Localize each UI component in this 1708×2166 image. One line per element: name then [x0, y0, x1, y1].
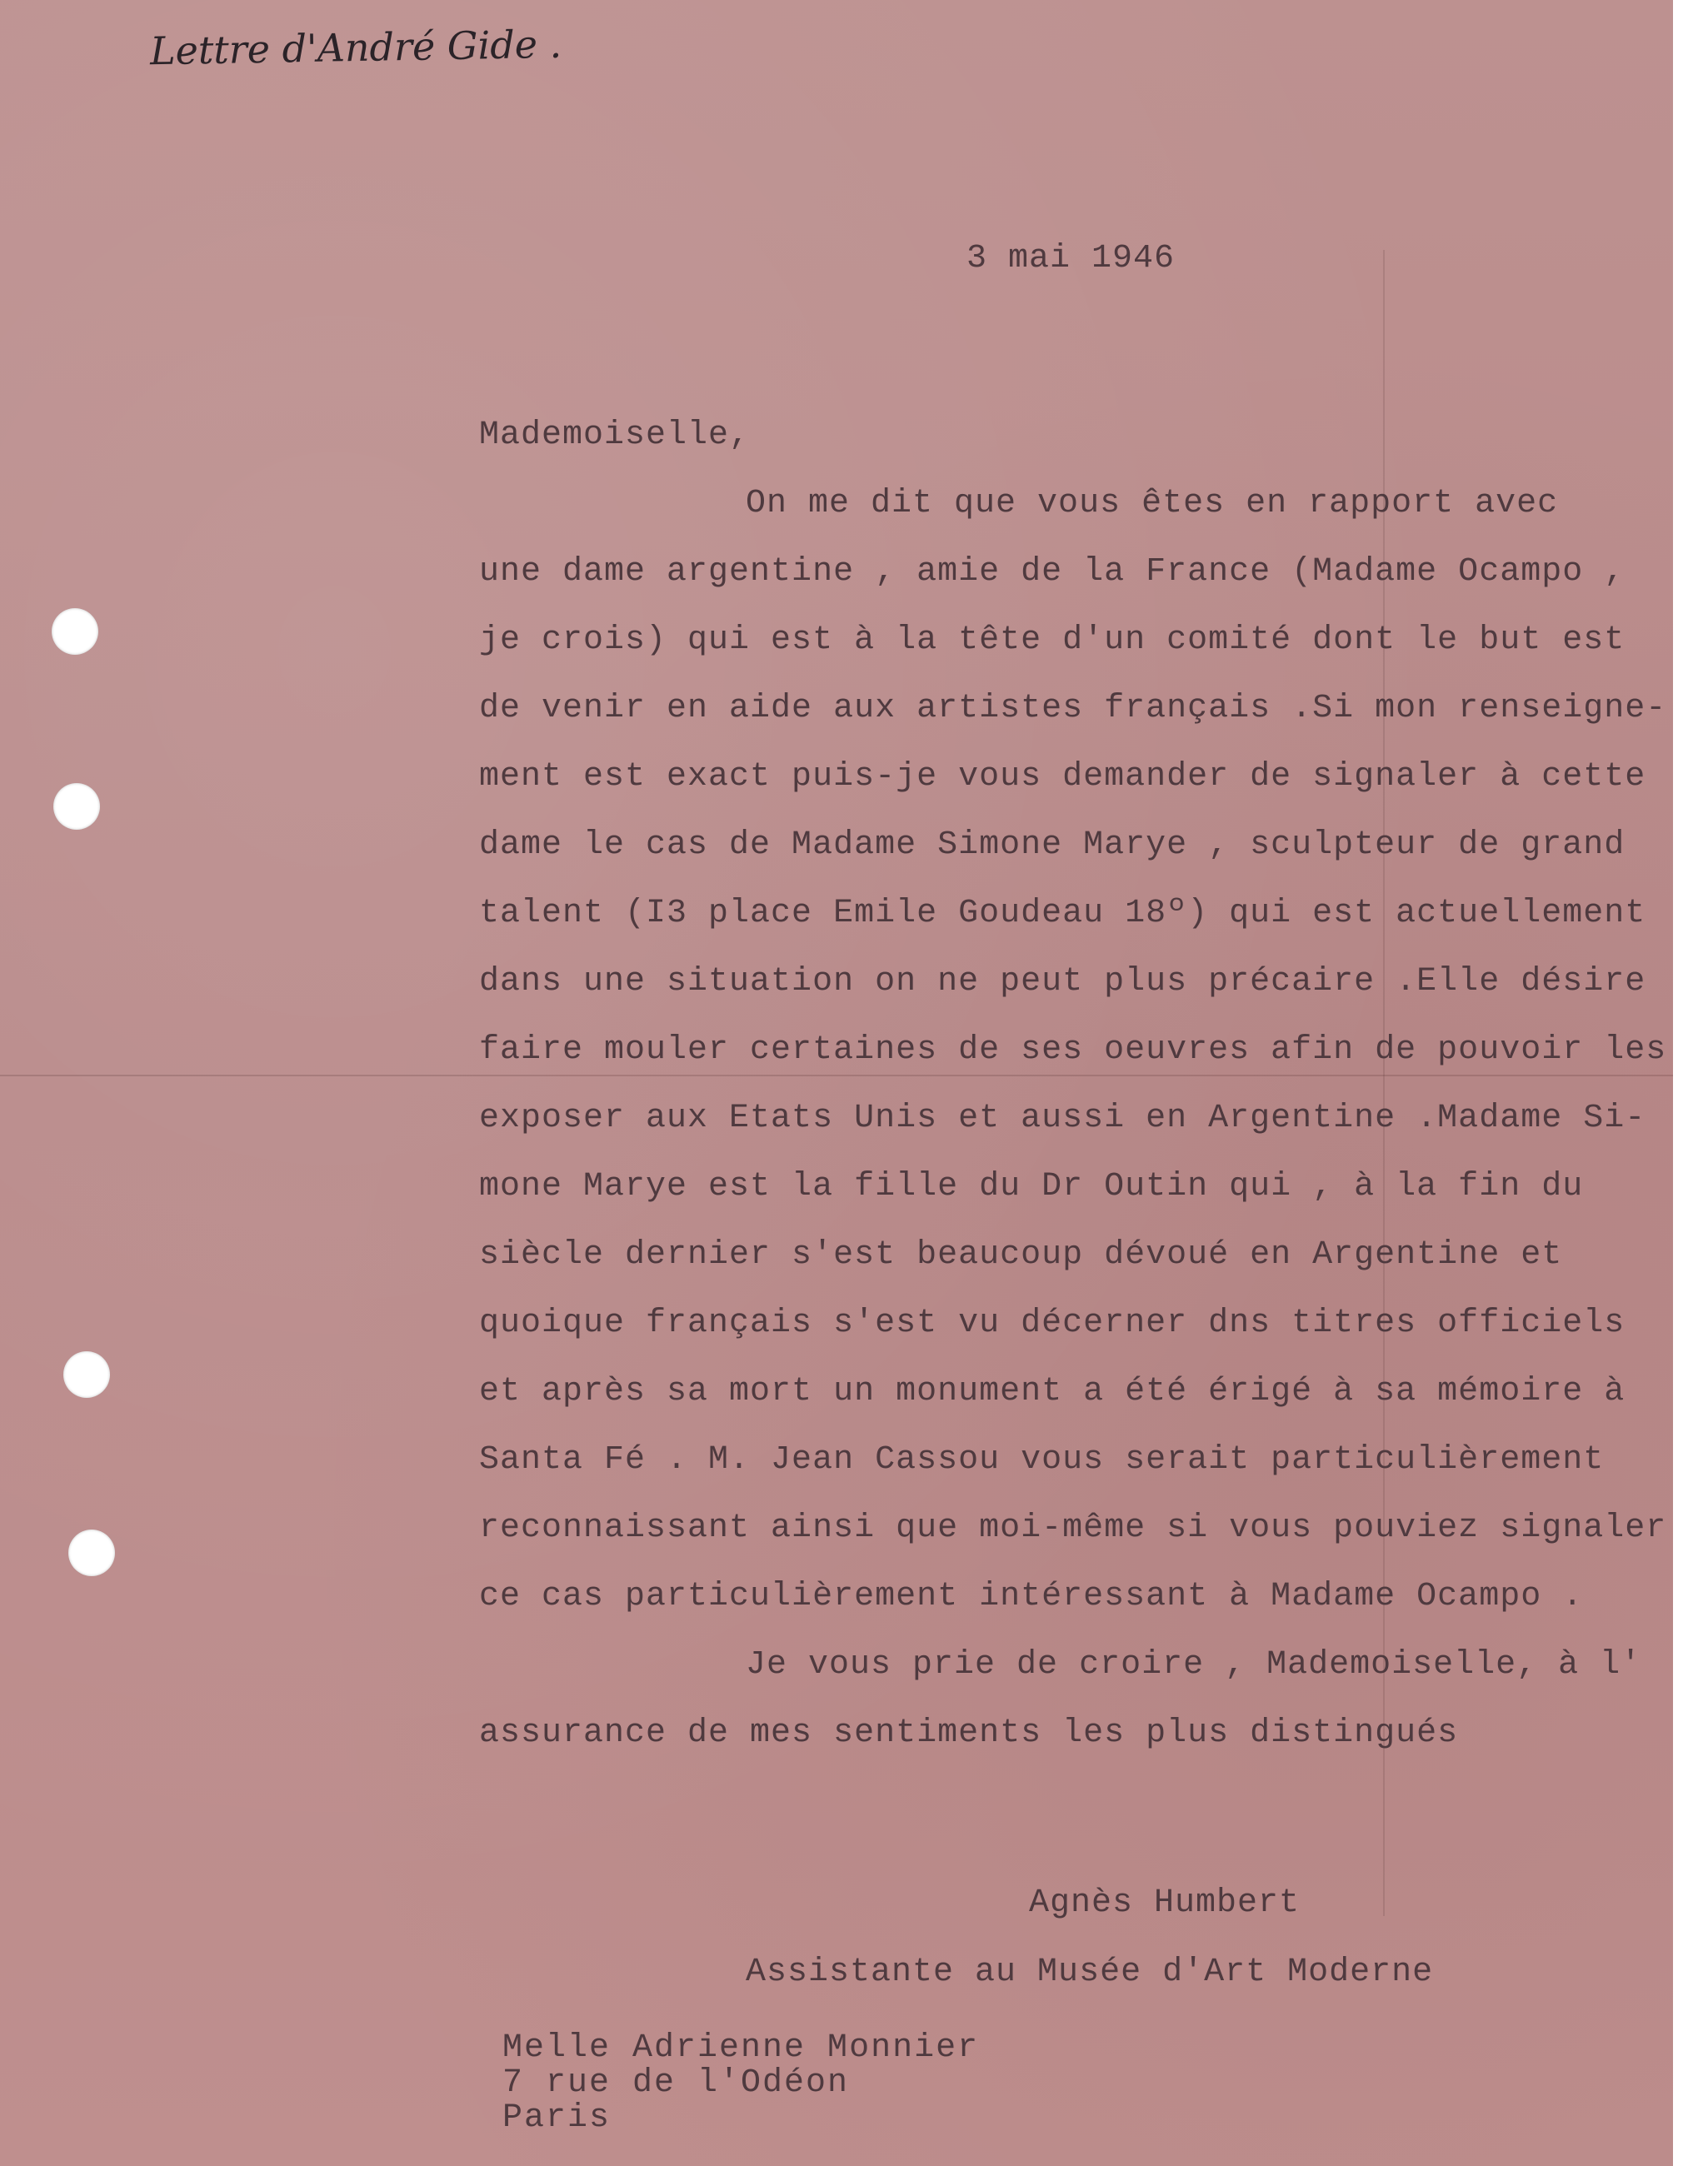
letter-date: 3 mai 1946 — [966, 240, 1176, 277]
page-margin — [1673, 0, 1708, 2166]
body-line: dame le cas de Madame Simone Marye , sculpteur de grand — [479, 826, 1626, 864]
body-line: et après sa mort un monument a été érigé à sa mémoire à — [479, 1373, 1626, 1410]
body-line: talent (I3 place Emile Goudeau 18º) qui est actuellement — [479, 895, 1646, 932]
body-line: quoique français s'est vu décerner dns titres officiels — [479, 1305, 1626, 1342]
recipient-street: 7 rue de l'Odéon — [502, 2064, 850, 2102]
closing-line: Je vous prie de croire , Mademoiselle, à l' — [746, 1646, 1642, 1684]
signature-title: Assistante au Musée d'Art Moderne — [746, 1954, 1434, 1991]
closing-line: assurance de mes sentiments les plus distingués — [479, 1714, 1459, 1752]
body-line: mone Marye est la fille du Dr Outin qui , à la fin du — [479, 1168, 1584, 1205]
body-line: une dame argentine , amie de la France (Madame Ocampo , — [479, 553, 1626, 591]
horizontal-fold-line — [0, 1075, 1673, 1076]
punch-hole — [52, 608, 98, 655]
body-line: je crois) qui est à la tête d'un comité dont le but est — [479, 621, 1626, 659]
body-line: de venir en aide aux artistes français .Si mon renseigne- — [479, 690, 1667, 727]
body-line: faire mouler certaines de ses oeuvres afin de pouvoir les — [479, 1031, 1667, 1069]
body-line: On me dit que vous êtes en rapport avec — [746, 485, 1559, 522]
punch-hole — [68, 1530, 115, 1576]
body-line: dans une situation on ne peut plus précaire .Elle désire — [479, 963, 1646, 1001]
body-line: reconnaissant ainsi que moi-même si vous pouviez signaler — [479, 1510, 1667, 1547]
recipient-city: Paris — [502, 2099, 612, 2137]
recipient-name: Melle Adrienne Monnier — [502, 2029, 980, 2067]
signature-name: Agnès Humbert — [1029, 1884, 1301, 1922]
handwritten-annotation: Lettre d'André Gide . — [149, 21, 562, 74]
body-line: exposer aux Etats Unis et aussi en Argentine .Madame Si- — [479, 1100, 1646, 1137]
body-line: siècle dernier s'est beaucoup dévoué en Argentine et — [479, 1236, 1563, 1274]
body-line: Santa Fé . M. Jean Cassou vous serait particulièrement — [479, 1441, 1605, 1479]
salutation: Mademoiselle, — [479, 417, 751, 454]
punch-hole — [53, 783, 100, 830]
body-line: ce cas particulièrement intéressant à Madame Ocampo . — [479, 1578, 1584, 1615]
body-line: ment est exact puis-je vous demander de signaler à cette — [479, 758, 1646, 796]
punch-hole — [63, 1351, 110, 1398]
